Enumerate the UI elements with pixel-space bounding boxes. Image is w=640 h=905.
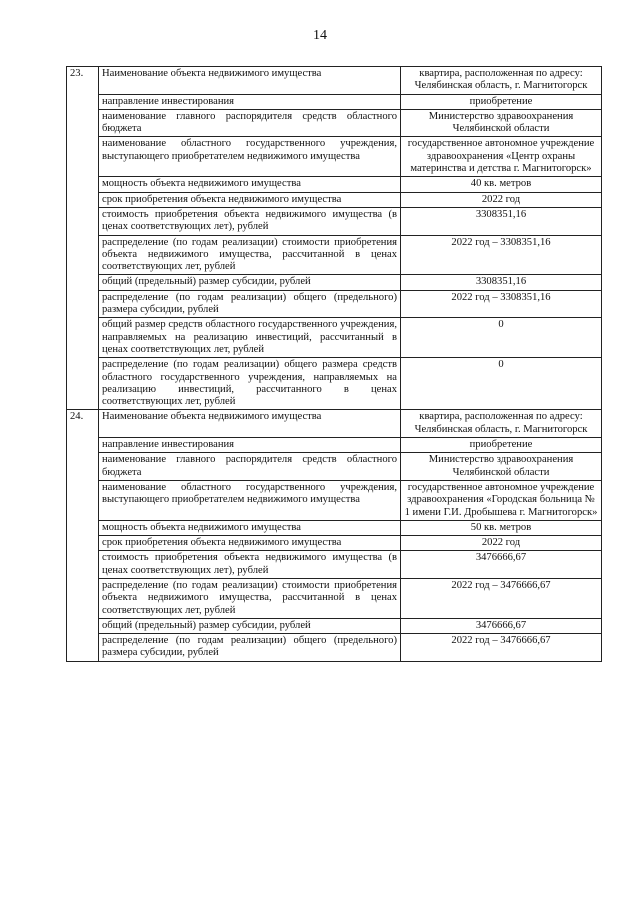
row-label: наименование главного распорядителя средств областного бюджета (99, 453, 401, 481)
row-value: 2022 год (401, 192, 602, 207)
row-label: наименование областного государственного учреждения, выступающего приобретателем недвижимого имущества (99, 480, 401, 520)
table-row (67, 634, 602, 662)
row-label: стоимость приобретения объекта недвижимого имущества (в ценах соответствующих лет), рублей (99, 551, 401, 579)
row-value: приобретение (401, 438, 602, 453)
row-label: мощность объекта недвижимого имущества (99, 520, 401, 535)
row-value: 40 кв. метров (401, 177, 602, 192)
table-row (67, 410, 602, 438)
investment-table (66, 66, 602, 662)
table-row (67, 618, 602, 633)
table-row (67, 275, 602, 290)
table-row (67, 480, 602, 520)
row-value: 3476666,67 (401, 551, 602, 579)
table-row (67, 318, 602, 358)
row-value: приобретение (401, 94, 602, 109)
row-label: распределение (по годам реализации) общего (предельного) размера субсидии, рублей (99, 290, 401, 318)
row-label: Наименование объекта недвижимого имущества (99, 67, 401, 95)
row-value: государственное автономное учреждение здравоохранения «Центр охраны материнства и детства г. Магнитогорск» (401, 137, 602, 177)
table-row (67, 536, 602, 551)
row-label: Наименование объекта недвижимого имущества (99, 410, 401, 438)
row-label: общий (предельный) размер субсидии, рублей (99, 275, 401, 290)
row-label: распределение (по годам реализации) стоимости приобретения объекта недвижимого имущества, рассчитанной в ценах соответствующих лет, рублей (99, 235, 401, 275)
row-label: срок приобретения объекта недвижимого имущества (99, 192, 401, 207)
row-value: 3476666,67 (401, 618, 602, 633)
row-value: 3308351,16 (401, 207, 602, 235)
table-row (67, 578, 602, 618)
row-label: наименование областного государственного учреждения, выступающего приобретателем недвижимого имущества (99, 137, 401, 177)
table-row (67, 67, 602, 95)
row-value: квартира, расположенная по адресу: Челябинская область, г. Магнитогорск (401, 67, 602, 95)
entry-number: 23. (67, 67, 99, 410)
row-value: 2022 год – 3476666,67 (401, 578, 602, 618)
table-row (67, 137, 602, 177)
table-row (67, 177, 602, 192)
row-label: направление инвестирования (99, 94, 401, 109)
row-value: 2022 год – 3308351,16 (401, 290, 602, 318)
row-label: распределение (по годам реализации) общего (предельного) размера субсидии, рублей (99, 634, 401, 662)
table-row (67, 207, 602, 235)
row-label: распределение (по годам реализации) общего размера средств областного государственного учреждения, направляемых на реализацию инвестиций, рассчитанного в ценах соответствующих лет, рублей (99, 358, 401, 410)
table-row (67, 453, 602, 481)
row-value: 2022 год – 3476666,67 (401, 634, 602, 662)
row-label: общий размер средств областного государственного учреждения, направляемых на реализацию инвестиций, рассчитанный в ценах соответствующих лет, рублей (99, 318, 401, 358)
row-value: 2022 год (401, 536, 602, 551)
row-value: Министерство здравоохранения Челябинской области (401, 109, 602, 137)
row-value: 3308351,16 (401, 275, 602, 290)
table-row (67, 192, 602, 207)
table-row (67, 235, 602, 275)
row-label: общий (предельный) размер субсидии, рублей (99, 618, 401, 633)
entry-number: 24. (67, 410, 99, 661)
investment-table-body (67, 67, 602, 662)
table-row (67, 290, 602, 318)
row-label: срок приобретения объекта недвижимого имущества (99, 536, 401, 551)
row-label: направление инвестирования (99, 438, 401, 453)
row-value: 0 (401, 318, 602, 358)
table-row (67, 551, 602, 579)
row-label: распределение (по годам реализации) стоимости приобретения объекта недвижимого имущества, рассчитанной в ценах соответствующих лет, рублей (99, 578, 401, 618)
row-value: 50 кв. метров (401, 520, 602, 535)
table-row (67, 94, 602, 109)
table-row (67, 358, 602, 410)
row-value: 0 (401, 358, 602, 410)
row-label: наименование главного распорядителя средств областного бюджета (99, 109, 401, 137)
row-label: мощность объекта недвижимого имущества (99, 177, 401, 192)
table-row (67, 438, 602, 453)
table-row (67, 109, 602, 137)
row-value: квартира, расположенная по адресу: Челябинская область, г. Магнитогорск (401, 410, 602, 438)
row-value: 2022 год – 3308351,16 (401, 235, 602, 275)
row-value: Министерство здравоохранения Челябинской области (401, 453, 602, 481)
page-number: 14 (313, 28, 327, 43)
row-value: государственное автономное учреждение здравоохранения «Городская больница № 1 имени Г.И. Дробышева г. Магнитогорск» (401, 480, 602, 520)
table-row (67, 520, 602, 535)
row-label: стоимость приобретения объекта недвижимого имущества (в ценах соответствующих лет), рублей (99, 207, 401, 235)
